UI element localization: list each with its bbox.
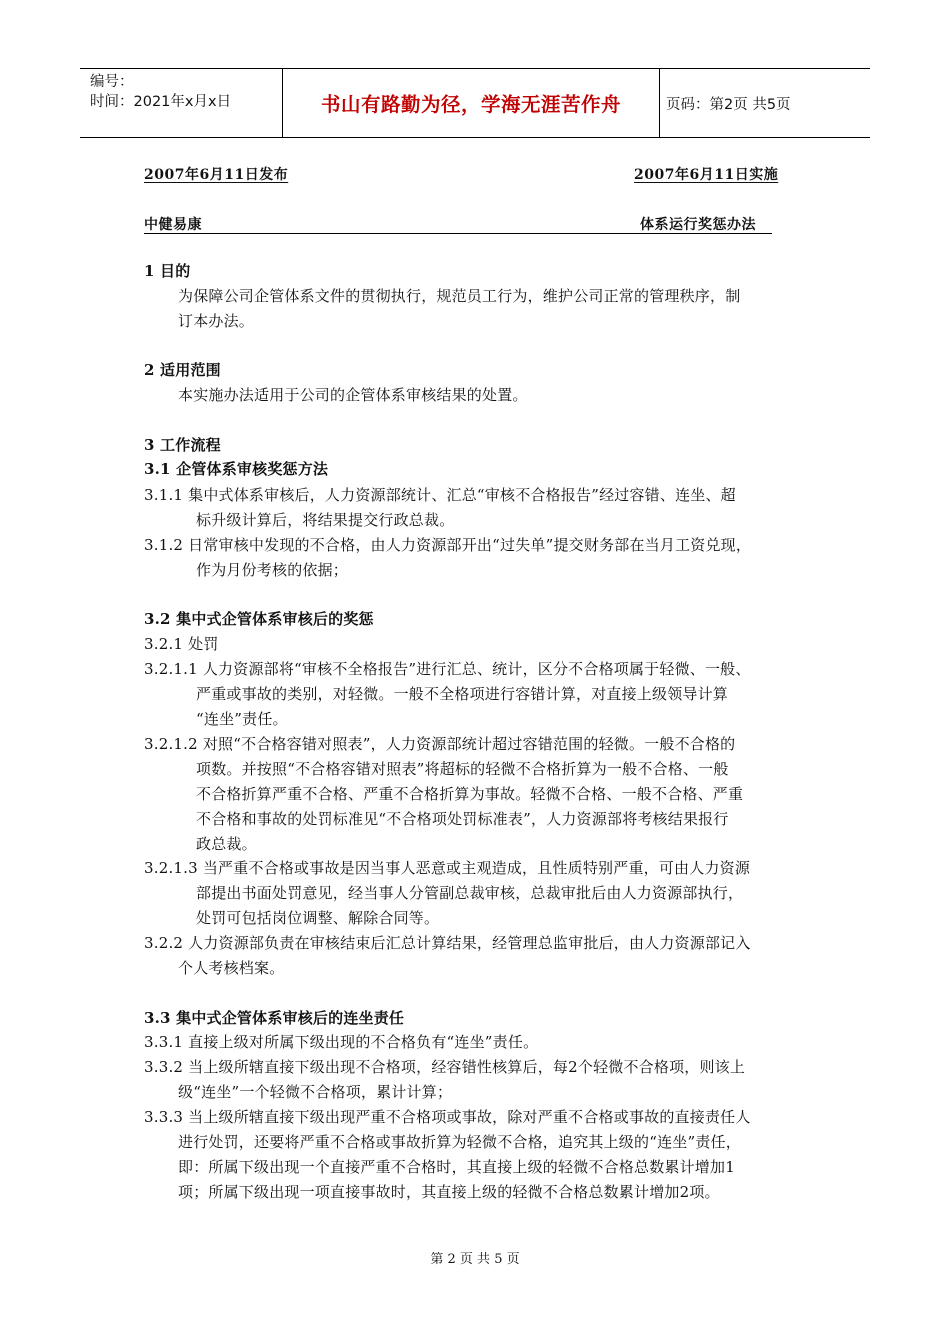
clause-3-2-1-1: 3.2.1.1 人力资源部将“审核不全格报告”进行汇总、统计，区分不合格项属于轻微、一般、 [144, 660, 751, 678]
clause-3-2-1: 3.2.1 处罚 [144, 635, 219, 653]
document-title: 体系运行奖惩办法 [640, 217, 756, 233]
section-3-title: 3 工作流程 [144, 436, 221, 454]
clause-3-2-1-2: 3.2.1.2 对照“不合格容错对照表”，人力资源部统计超过容错范围的轻微。一般不合格的 [144, 735, 736, 753]
clause-3-2-1-2: 不合格折算严重不合格、严重不合格折算为事故。轻微不合格、一般不合格、严重 [196, 785, 744, 803]
document-header [80, 68, 870, 138]
clause-3-3-3: 3.3.3 当上级所辖直接下级出现严重不合格项或事故，除对严重不合格或事故的直接责任人 [144, 1108, 751, 1126]
time-label: 时间：2021年x月x日 [90, 94, 232, 110]
clause-3-3-3: 进行处罚，还要将严重不合格或事故折算为轻微不合格，追究其上级的“连坐”责任， [178, 1133, 741, 1151]
clause-3-2-2: 3.2.2 人力资源部负责在审核结束后汇总计算结果，经管理总监审批后，由人力资源部记入 [144, 934, 751, 952]
motto: 书山有路勤为径，学海无涯苦作舟 [282, 69, 660, 137]
clause-3-1-1: 标升级计算后，将结果提交行政总裁。 [196, 511, 455, 529]
section-3-1-title: 3.1 企管体系审核奖惩方法 [144, 460, 329, 478]
meta-divider [144, 233, 772, 234]
clause-3-2-1-3: 3.2.1.3 当严重不合格或事故是因当事人恶意或主观造成，且性质特别严重，可由人力资源 [144, 859, 751, 877]
clause-3-2-1-1: “连坐”责任。 [196, 710, 288, 728]
clause-3-2-2: 个人考核档案。 [178, 959, 285, 977]
clause-3-2-1-2: 项数。并按照“不合格容错对照表”将超标的轻微不合格折算为一般不合格、一般 [196, 760, 729, 778]
clause-3-3-2: 3.3.2 当上级所辖直接下级出现不合格项，经容错性核算后，每2个轻微不合格项，则该上 [144, 1058, 746, 1076]
implement-date: 2007年6月11日实施 [634, 167, 779, 183]
clause-3-3-1: 3.3.1 直接上级对所属下级出现的不合格负有“连坐”责任。 [144, 1033, 539, 1051]
company-name: 中健易康 [144, 217, 202, 233]
section-2-title: 2 适用范围 [144, 361, 221, 379]
number-label: 编号： [90, 74, 134, 90]
page-footer: 第 2 页 共 5 页 [430, 1252, 520, 1267]
page-info: 页码：第2页 共5页 [666, 96, 791, 113]
clause-3-2-1-1: 严重或事故的类别，对轻微。一般不全格项进行容错计算，对直接上级领导计算 [196, 685, 729, 703]
clause-3-2-1-2: 政总裁。 [196, 835, 257, 853]
clause-3-3-2: 级“连坐”一个轻微不合格项，累计计算； [178, 1083, 453, 1101]
clause-3-2-1-2: 不合格和事故的处罚标准见“不合格项处罚标准表”，人力资源部将考核结果报行 [196, 810, 729, 828]
publish-date: 2007年6月11日发布 [144, 167, 289, 183]
clause-3-3-3: 即：所属下级出现一个直接严重不合格时，其直接上级的轻微不合格总数累计增加1 [178, 1158, 735, 1176]
clause-3-1-2: 作为月份考核的依据； [196, 561, 349, 579]
section-1-text: 为保障公司企管体系文件的贯彻执行，规范员工行为，维护公司正常的管理秩序，制 [178, 287, 741, 305]
section-3-2-title: 3.2 集中式企管体系审核后的奖惩 [144, 610, 374, 628]
section-1-title: 1 目的 [144, 262, 191, 280]
section-3-3-title: 3.3 集中式企管体系审核后的连坐责任 [144, 1009, 405, 1027]
section-1-text: 订本办法。 [178, 312, 255, 330]
clause-3-3-3: 项；所属下级出现一项直接事故时，其直接上级的轻微不合格总数累计增加2项。 [178, 1183, 720, 1201]
clause-3-1-2: 3.1.2 日常审核中发现的不合格，由人力资源部开出“过失单”提交财务部在当月工资兑现， [144, 536, 752, 554]
section-2-text: 本实施办法适用于公司的企管体系审核结果的处置。 [178, 386, 528, 404]
clause-3-1-1: 3.1.1 集中式体系审核后，人力资源部统计、汇总“审核不合格报告”经过容错、连坐、超 [144, 486, 736, 504]
clause-3-2-1-3: 处罚可包括岗位调整、解除合同等。 [196, 909, 440, 927]
header-left-cell [90, 72, 231, 112]
clause-3-2-1-3: 部提出书面处罚意见，经当事人分管副总裁审核，总裁审批后由人力资源部执行， [196, 884, 744, 902]
